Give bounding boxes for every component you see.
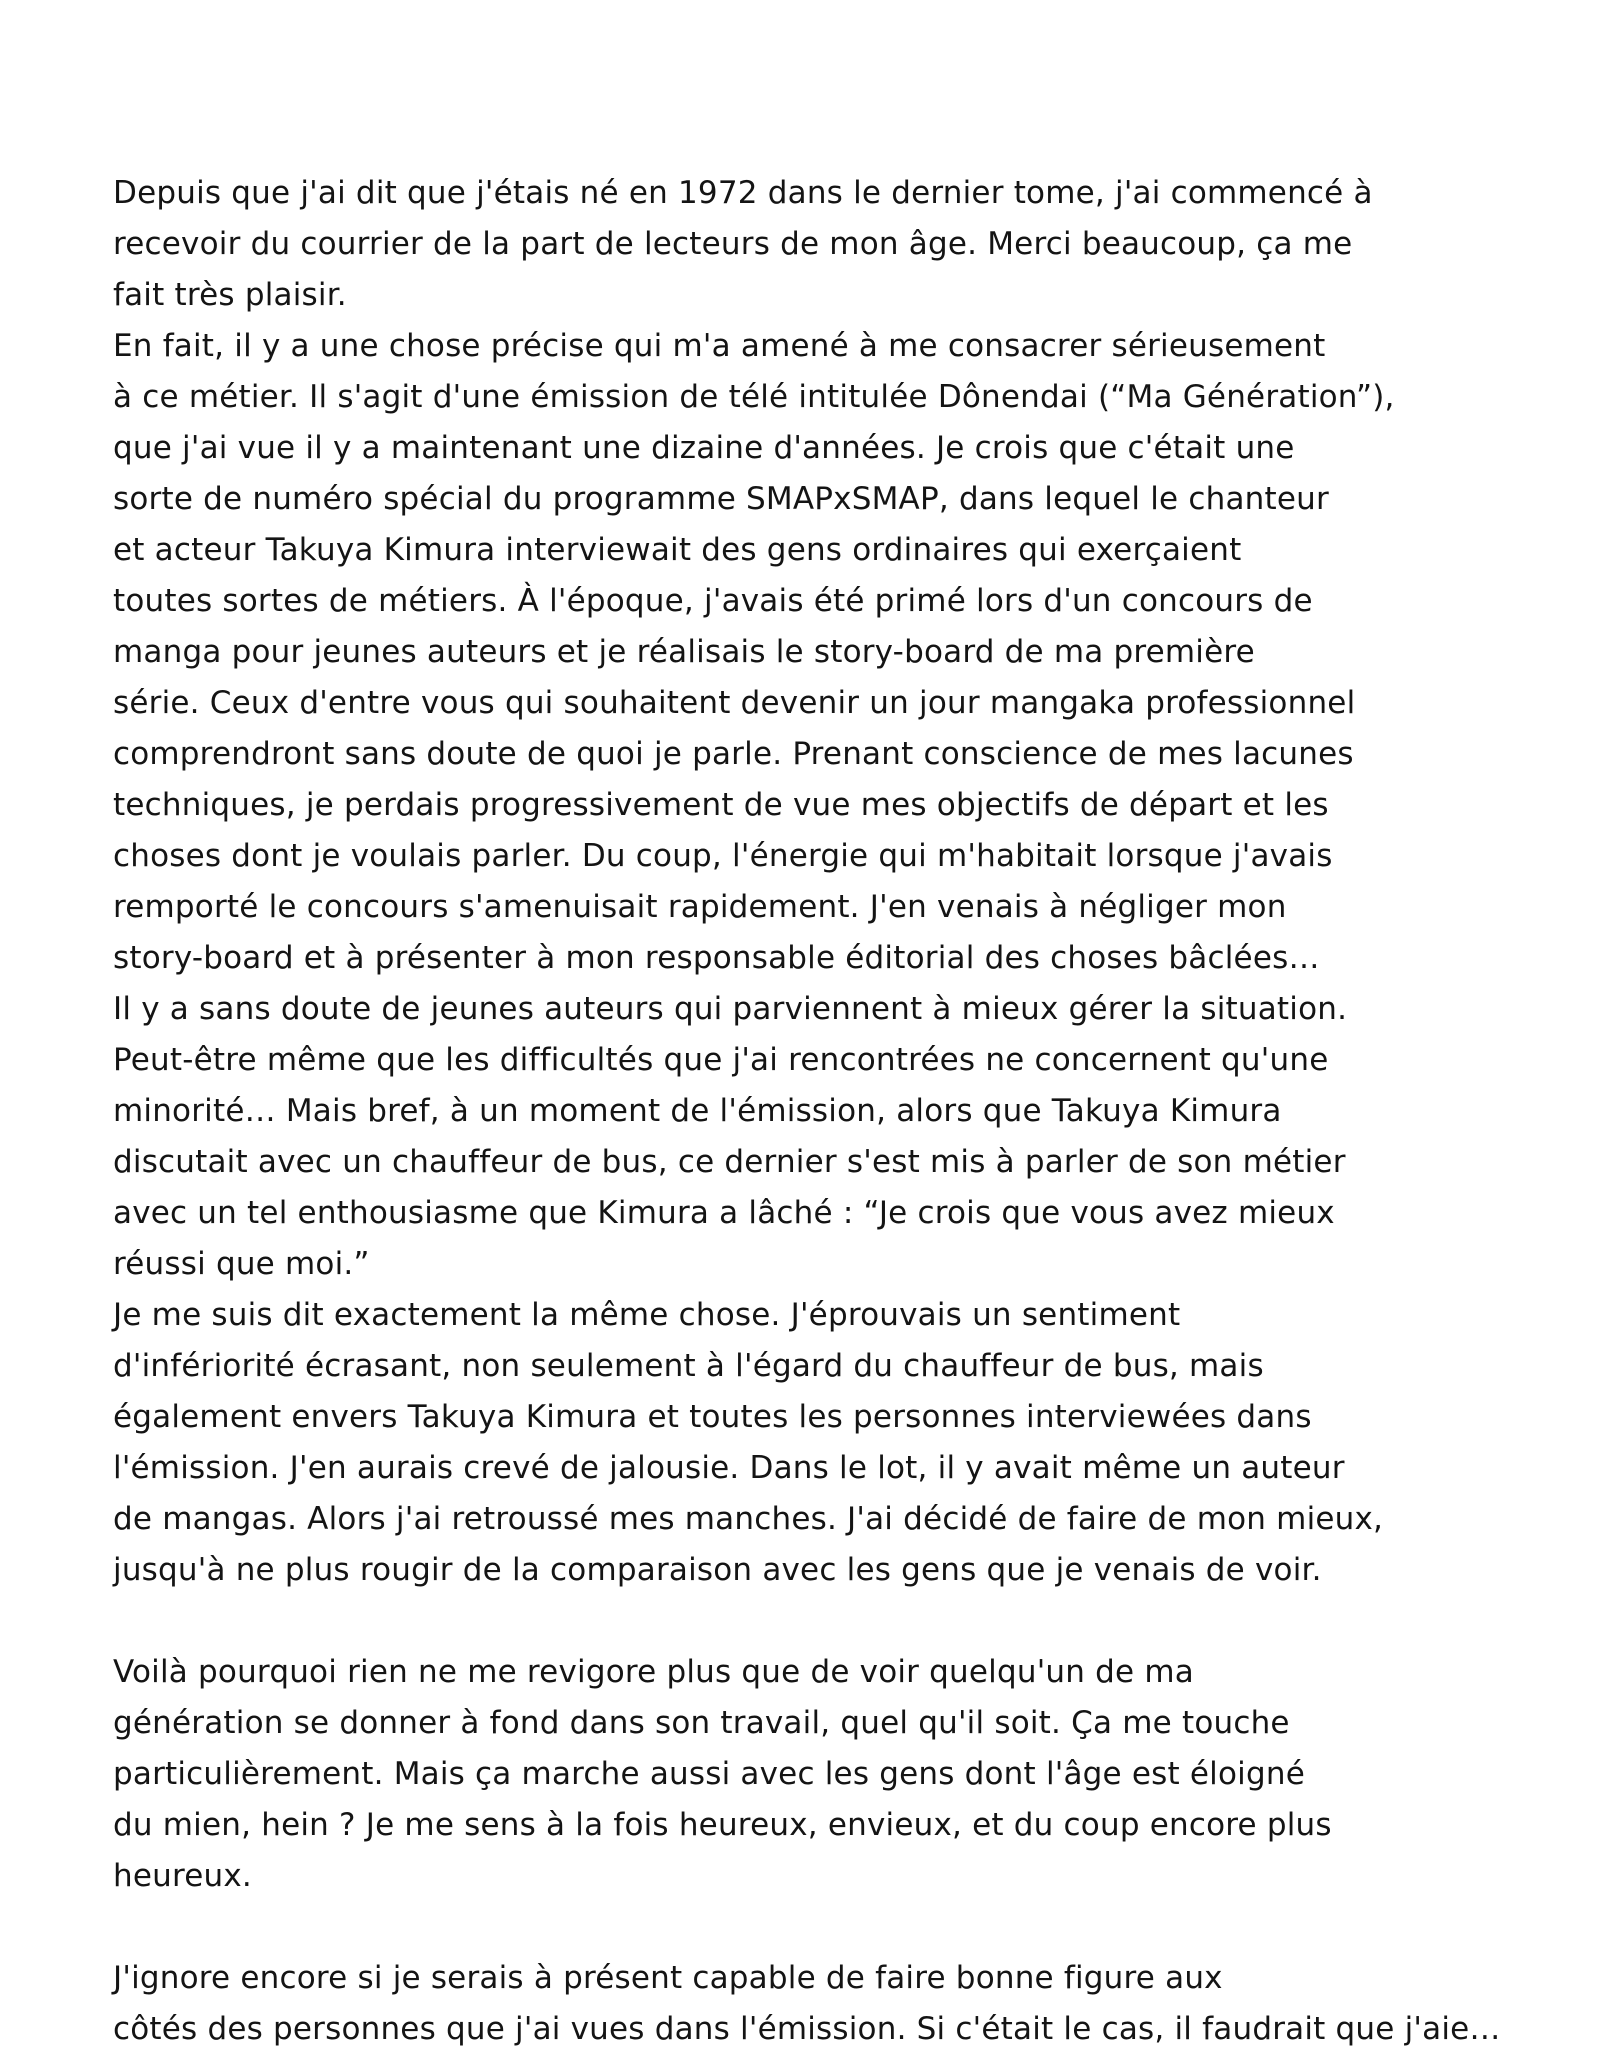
text-line: En fait, il y a une chose précise qui m'a amené à me consacrer sérieusement — [113, 328, 1326, 364]
text-line: discutait avec un chauffeur de bus, ce dernier s'est mis à parler de son métier — [113, 1144, 1346, 1180]
text-line: Peut-être même que les difficultés que j'ai rencontrées ne concernent qu'une — [113, 1042, 1329, 1078]
text-line: avec un tel enthousiasme que Kimura a lâché : “Je crois que vous avez mieux — [113, 1195, 1335, 1231]
paragraph — [113, 1953, 1553, 2055]
text-line: que j'ai vue il y a maintenant une dizaine d'années. Je crois que c'était une — [113, 430, 1295, 466]
text-line: sorte de numéro spécial du programme SMAPxSMAP, dans lequel le chanteur — [113, 481, 1329, 517]
text-line: J'ignore encore si je serais à présent capable de faire bonne figure aux — [113, 1960, 1223, 1996]
text-line: jusqu'à ne plus rougir de la comparaison avec les gens que je venais de voir. — [113, 1552, 1322, 1588]
text-line: heureux. — [113, 1858, 252, 1894]
text-line: réussi que moi.” — [113, 1246, 370, 1282]
text-line: à ce métier. Il s'agit d'une émission de télé intitulée Dônendai (“Ma Génération”), — [113, 379, 1395, 415]
text-line: particulièrement. Mais ça marche aussi avec les gens dont l'âge est éloigné — [113, 1756, 1305, 1792]
text-line: fait très plaisir. — [113, 277, 347, 313]
text-line: série. Ceux d'entre vous qui souhaitent devenir un jour mangaka professionnel — [113, 685, 1356, 721]
text-line: manga pour jeunes auteurs et je réalisais le story-board de ma première — [113, 634, 1255, 670]
text-line: comprendront sans doute de quoi je parle. Prenant conscience de mes lacunes — [113, 736, 1354, 772]
text-line: Je me suis dit exactement la même chose. J'éprouvais un sentiment — [113, 1297, 1181, 1333]
text-line: Il y a sans doute de jeunes auteurs qui parviennent à mieux gérer la situation. — [113, 991, 1348, 1027]
text-line: également envers Takuya Kimura et toutes les personnes interviewées dans — [113, 1399, 1312, 1435]
text-line: story-board et à présenter à mon responsable éditorial des choses bâclées… — [113, 940, 1320, 976]
text-line: du mien, hein ? Je me sens à la fois heureux, envieux, et du coup encore plus — [113, 1807, 1332, 1843]
text-line: génération se donner à fond dans son travail, quel qu'il soit. Ça me touche — [113, 1705, 1290, 1741]
text-line: l'émission. J'en aurais crevé de jalousie. Dans le lot, il y avait même un auteur — [113, 1450, 1345, 1486]
text-line: d'infériorité écrasant, non seulement à l'égard du chauffeur de bus, mais — [113, 1348, 1264, 1384]
text-line: Voilà pourquoi rien ne me revigore plus que de voir quelqu'un de ma — [113, 1654, 1194, 1690]
text-line: remporté le concours s'amenuisait rapidement. J'en venais à négliger mon — [113, 889, 1287, 925]
text-line: techniques, je perdais progressivement de vue mes objectifs de départ et les — [113, 787, 1329, 823]
paragraph — [113, 321, 1553, 1290]
text-line: minorité… Mais bref, à un moment de l'émission, alors que Takuya Kimura — [113, 1093, 1282, 1129]
text-line: toutes sortes de métiers. À l'époque, j'avais été primé lors d'un concours de — [113, 583, 1313, 619]
text-block — [113, 168, 1553, 2055]
paragraph — [113, 1647, 1553, 1902]
paragraph — [113, 1290, 1553, 1596]
text-line: choses dont je voulais parler. Du coup, l'énergie qui m'habitait lorsque j'avais — [113, 838, 1333, 874]
text-line: et acteur Takuya Kimura interviewait des gens ordinaires qui exerçaient — [113, 532, 1242, 568]
text-line: de mangas. Alors j'ai retroussé mes manches. J'ai décidé de faire de mon mieux, — [113, 1501, 1384, 1537]
text-line: Depuis que j'ai dit que j'étais né en 1972 dans le dernier tome, j'ai commencé à — [113, 175, 1373, 211]
text-line: recevoir du courrier de la part de lecteurs de mon âge. Merci beaucoup, ça me — [113, 226, 1353, 262]
text-line: côtés des personnes que j'ai vues dans l'émission. Si c'était le cas, il faudrait que j'aie… — [113, 2011, 1501, 2047]
paragraph — [113, 168, 1553, 321]
